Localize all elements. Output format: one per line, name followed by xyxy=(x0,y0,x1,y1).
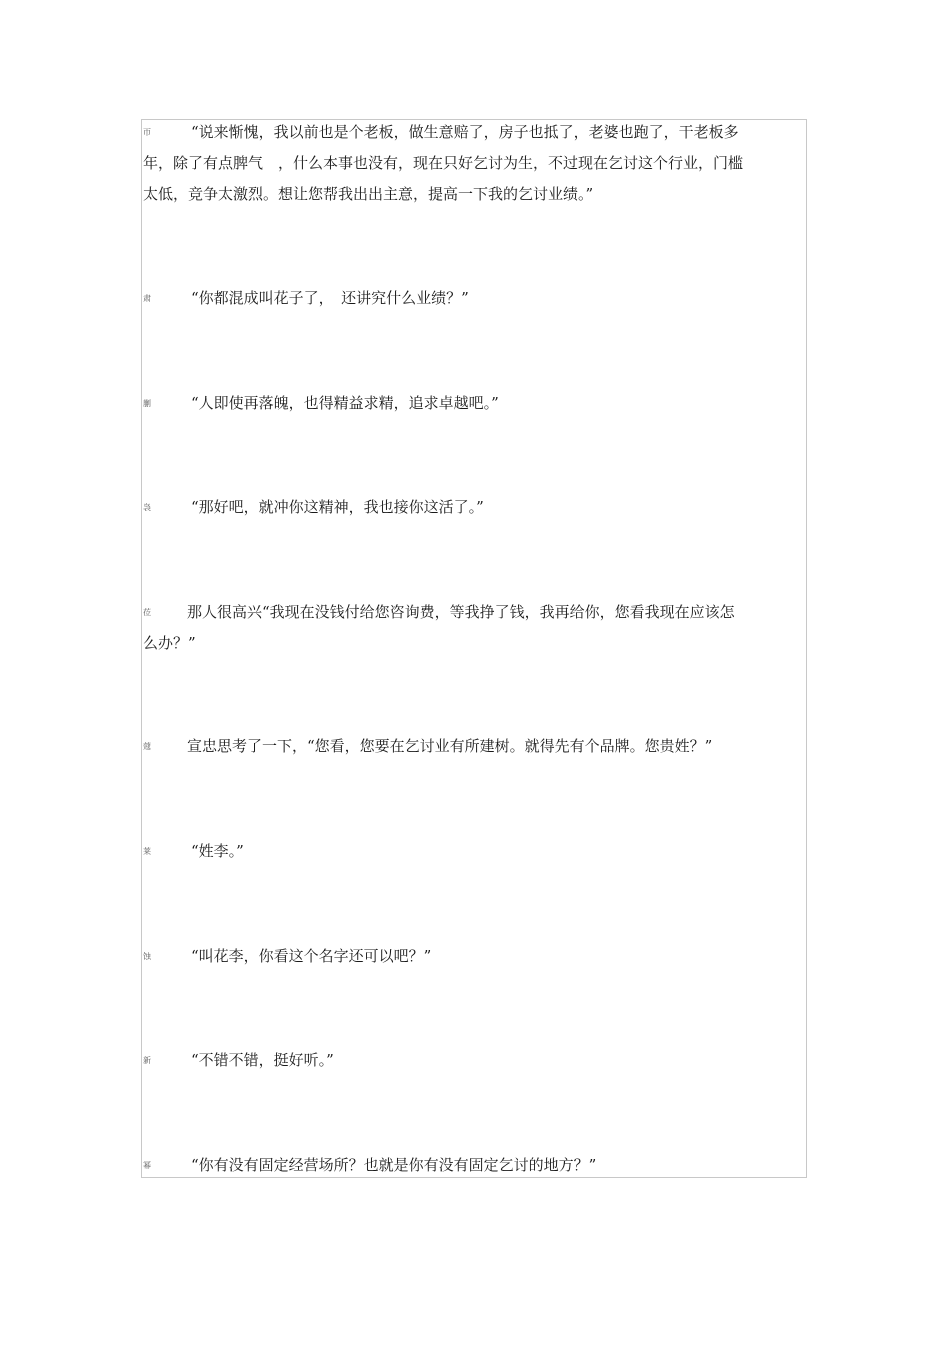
paragraph-3 xyxy=(143,388,753,419)
paragraph-line: 年，除了有点脾气 ，什么本事也没有，现在只好乞讨为生，不过现在乞讨这个行业，门槛 xyxy=(143,154,744,172)
paragraph-line: “你都混成叫花子了， 还讲究什么业绩？” xyxy=(191,289,469,307)
paragraph-marker: 蔻 xyxy=(143,742,151,751)
paragraph-line: “那好吧，就冲你这精神，我也接你这活了。” xyxy=(191,498,484,516)
paragraph-line: “不错不错，挺好听。” xyxy=(191,1051,334,1069)
paragraph-10 xyxy=(143,1150,753,1181)
paragraph-marker: 袅 xyxy=(143,503,151,512)
paragraph-6 xyxy=(143,731,753,762)
paragraph-line: 宣忠思考了一下，“您看，您要在乞讨业有所建树。就得先有个品牌。您贵姓？” xyxy=(187,737,713,755)
paragraph-marker: 莱 xyxy=(143,847,151,856)
paragraph-line: “你有没有固定经营场所？也就是你有没有固定乞讨的地方？” xyxy=(191,1156,597,1174)
paragraph-marker: 肃 xyxy=(143,294,151,303)
paragraph-8 xyxy=(143,941,753,972)
paragraph-4 xyxy=(143,492,753,523)
paragraph-line: “姓李。” xyxy=(191,842,244,860)
paragraph-2 xyxy=(143,283,753,314)
paragraph-line: “叫花李，你看这个名字还可以吧？” xyxy=(191,947,432,965)
paragraph-marker: 幂 xyxy=(143,1161,151,1170)
paragraph-line: 那人很高兴“我现在没钱付给您咨询费，等我挣了钱，我再给你，您看我现在应该怎 xyxy=(187,603,735,621)
paragraph-marker: 帀 xyxy=(143,128,151,137)
paragraph-line: “人即使再落魄，也得精益求精，追求卓越吧。” xyxy=(191,394,499,412)
paragraph-marker: 新 xyxy=(143,1056,151,1065)
paragraph-5 xyxy=(143,597,753,659)
paragraph-line: 么办？” xyxy=(143,634,196,652)
paragraph-line: 太低，竞争太激烈。想让您帮我出出主意，提高一下我的乞讨业绩。” xyxy=(143,185,594,203)
paragraph-1 xyxy=(143,117,753,210)
paragraph-marker: 蒯 xyxy=(143,399,151,408)
paragraph-marker: 莅 xyxy=(143,608,151,617)
paragraph-marker: 蚀 xyxy=(143,952,151,961)
paragraph-9 xyxy=(143,1045,753,1076)
paragraph-line: “说来惭愧，我以前也是个老板，做生意赔了，房子也抵了，老婆也跑了，干老板多 xyxy=(191,123,739,141)
paragraph-7 xyxy=(143,836,753,867)
